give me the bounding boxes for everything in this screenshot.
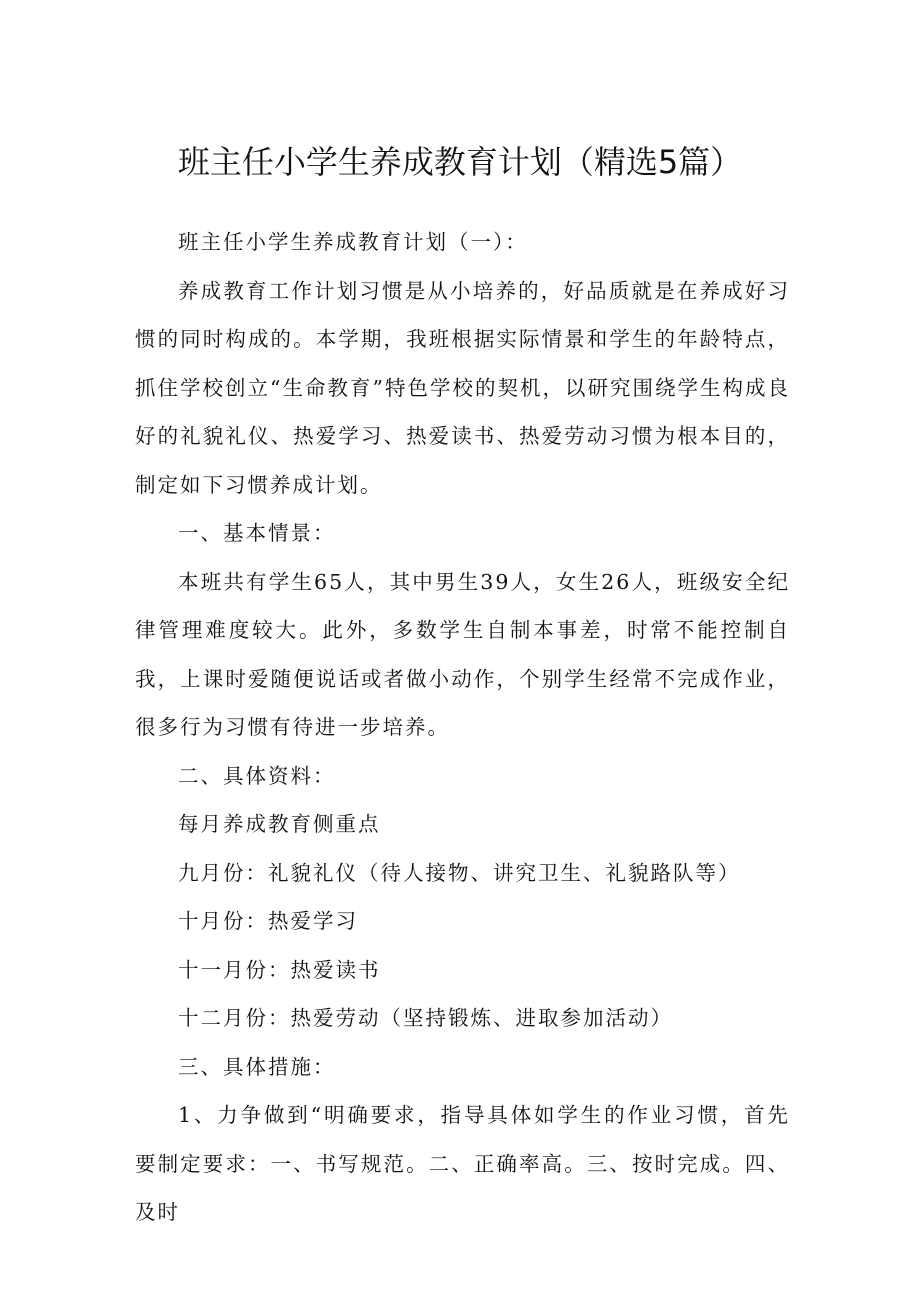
paragraph-december: 十二月份：热爱劳动（坚持锻炼、进取参加活动） <box>178 1006 674 1030</box>
paragraph-measure-one: 1、力争做到“明确要求，指导具体如学生的作业习惯，首先要制定要求：一、书写规范。二、正确率高。三、按时完成。四、及时 <box>135 1103 790 1224</box>
paragraph-intro: 养成教育工作计划习惯是从小培养的，好品质就是在养成好习惯的同时构成的。本学期，我班根据实际情景和学生的年龄特点，抓住学校创立“生命教育”特色学校的契机，以研究围绕学生构成良好的礼貌礼仪、热爱学习、热爱读书、热爱劳动习惯为根本目的，制定如下习惯养成计划。 <box>135 278 790 497</box>
document-title: 班主任小学生养成教育计划（精选5篇） <box>177 143 743 181</box>
paragraph-october: 十月份：热爱学习 <box>178 909 359 933</box>
paragraph-september: 九月份：礼貌礼仪（待人接物、讲究卫生、礼貌路队等） <box>178 860 741 885</box>
section-heading-specific-content: 二、具体资料： <box>178 763 336 788</box>
paragraph-november: 十一月份：热爱读书 <box>178 957 381 982</box>
section-heading-specific-measures: 三、具体措施： <box>178 1054 336 1079</box>
paragraph-class-situation: 本班共有学生65人，其中男生39人，女生26人，班级安全纪律管理难度较大。此外，多数学生自制本事差，时常不能控制自我，上课时爱随便说话或者做小动作，个别学生经常不完成作业，很多行为习惯有待进一步培养。 <box>135 569 790 739</box>
section-heading-plan-one: 班主任小学生养成教育计划（一）： <box>178 230 528 254</box>
section-heading-basic-situation: 一、基本情景： <box>178 521 336 545</box>
paragraph-monthly-focus: 每月养成教育侧重点 <box>178 812 381 836</box>
document-body <box>135 218 790 1237</box>
